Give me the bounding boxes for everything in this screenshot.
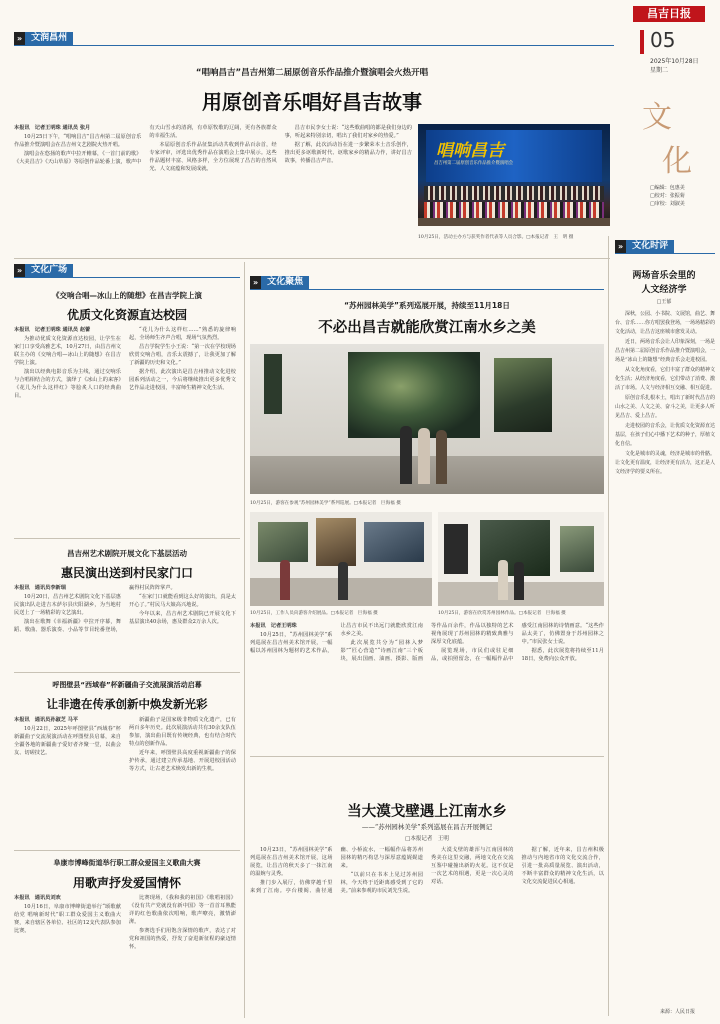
paragraph: 展览现场，市民们或驻足细品，或拍照留念，在一幅幅作品中感受江南园林的诗情画意。“这些作品太美了，仿佛置身于苏州园林之中。”市民张女士说。 xyxy=(431,623,604,662)
painting xyxy=(258,522,308,562)
section-label-commentary: » 文化时评 xyxy=(615,240,674,253)
paragraph: 深秋，公园、小书院、文展馆，曲艺、舞台、音乐……你方唱罢我登场，一场场精彩的文化活动，让昌吉这座城市愈发灵动。 xyxy=(615,311,715,335)
section-label-top: » 文润昌州 xyxy=(14,32,73,45)
paragraph: 昌吉学院学生小王说：“第一次在学校现场欣赏交响合唱，音乐太震撼了，让我更加了解了新疆的历史和文化。” xyxy=(129,344,236,366)
paragraph: 参赛选手们用饱含深情的歌声，表达了对党和祖国的热爱，抒发了奋进新征程的豪迈情怀。 xyxy=(129,928,236,950)
byline: 本报讯 通讯员刘欢 xyxy=(14,895,61,901)
paragraph: 走进校园的音乐会，让优质文化资源直达基层，在孩子们心中播下艺术的种子，厚植文化自信。 xyxy=(615,423,715,447)
editor-line: □编辑：包惠美 xyxy=(650,185,685,191)
chevron-right-icon: » xyxy=(250,276,261,289)
issue-date: 2025年10月28日 xyxy=(650,58,699,65)
paragraph: 本届原创音乐作品征集活动共收到作品百余首，经专家评审，评选出优秀作品在演唱会上集中展示。这些作品题材丰富、风格多样，全方位展现了昌吉的自然风光、人文底蕴和发展成就。 xyxy=(149,142,277,172)
commentary-title-line2: 人文经济学 xyxy=(641,285,687,295)
commentary-title-line1: 两场音乐会里的 xyxy=(632,271,696,281)
gallery-photo-left xyxy=(250,512,432,606)
chevron-right-icon: » xyxy=(615,240,626,253)
section-label-focus: » 文化聚焦 xyxy=(250,276,309,289)
exhibition-story-body xyxy=(250,622,604,750)
paragraph: 近年来，呼图壁县高度重视新疆曲子的保护传承，通过建立传承基地、开展进校园活动等方式，让古老艺术焕发出新的生机。 xyxy=(129,750,236,772)
visitor-figure xyxy=(436,430,447,484)
chevron-right-icon: » xyxy=(14,264,25,277)
paragraph: 文化是城市的灵魂，经济是城市的骨骼。让文化更有温度，让经济更有活力，这正是人文经济学的要义所在。 xyxy=(615,451,715,475)
stage-floor xyxy=(418,218,610,226)
exhibition-story-headline: 不必出昌吉就能欣赏江南水乡之美 xyxy=(318,320,536,336)
painting-left xyxy=(264,354,282,414)
performers-row-back xyxy=(424,186,604,200)
top-story-kicker: “唱响昌吉”昌吉州第二届原创音乐作品推介暨演唱会火热开唱 xyxy=(195,68,429,78)
masthead-logo: 昌吉日报 xyxy=(633,6,705,22)
song-story-body xyxy=(14,894,236,1018)
page-number-bar xyxy=(640,30,644,54)
commentary-byline: □王郁 xyxy=(656,299,672,305)
review-story-body xyxy=(250,846,604,1018)
paragraph: “以前只在书本上见过苏州园林，今天终于近距离感受到了它的美。”前来参观的市民刘先生说。 xyxy=(340,872,423,894)
paragraph: 原创音乐扎根本土，唱出了新时代昌吉的山水之美、人文之美、奋斗之美，让更多人听见昌吉、爱上昌吉。 xyxy=(615,395,715,419)
paragraph: 10月16日，阜康市博峰街道举行“颂歌献给党 唱响新时代”职工群众爱国主义歌曲大赛，来自辖区各单位、社区的12支代表队参加比赛。 xyxy=(14,904,121,934)
exhibition-story-kicker: “苏州园林美学”系列巡展开展，持续至11月18日 xyxy=(344,301,510,310)
side-big-char-wen: 文 xyxy=(642,100,672,135)
paragraph: 昌吉市民李女士说：“这些歌曲唱的都是我们身边的事，听起来特别亲切，唱出了我们对家乡的热爱。” xyxy=(284,125,412,139)
paragraph: 10月20日，昌吉州艺术剧院文化下基层惠民演出队走进吉木萨尔县庆阳湖乡，为当地村民送上了一场精彩的文艺演出。 xyxy=(14,594,121,616)
paragraph: “在家门口就能看到这么好的演出，真是太开心了。”村民马大娘高兴地说。 xyxy=(129,594,236,608)
paragraph: 10月22日，2025年呼图壁县“西域春”杯新疆曲子交流展演活动在呼图壁县启幕，来自全疆各地的新疆曲子爱好者齐聚一堂，以曲会友、切磋技艺。 xyxy=(14,726,121,756)
community-story-headline: 惠民演出送到村民家门口 xyxy=(60,566,193,580)
concert-photo xyxy=(418,124,610,226)
painting xyxy=(560,526,594,572)
top-story-headline: 用原创音乐唱好昌吉故事 xyxy=(202,90,422,114)
heritage-story-kicker: 呼图壁县“西域春”杯新疆曲子交流展演活动启幕 xyxy=(52,681,202,689)
banner-subtitle: 昌吉州第二届原创音乐作品推介暨演唱会 xyxy=(434,161,514,166)
painting xyxy=(316,518,356,566)
review-story-kicker: ——“苏州园林美学”系列巡展在昌吉开展侧记 xyxy=(361,823,493,831)
byline: 本报讯 记者王明珠 通讯员 赵蕾 xyxy=(14,327,91,333)
paragraph: 据介绍，此次演出是昌吉州推动文化进校园系列活动之一，今后将继续推出更多优秀文艺作品走进校园，丰富师生精神文化生活。 xyxy=(129,369,236,391)
byline: 本报讯 通讯员孙淑芝 马平 xyxy=(14,717,79,723)
paragraph: 10月25日下午，“唱响昌吉”昌吉州第二届原创音乐作品推介暨演唱会在昌吉州文艺剧院火热开唱。 xyxy=(14,134,142,148)
paragraph: 据悉，此次展览将持续至11月18日，免费向公众开放。 xyxy=(521,648,604,662)
editor-line: □校对：张振菊 xyxy=(650,193,685,199)
byline: 本报讯 通讯员李新瑞 xyxy=(14,585,66,591)
visitor-figure xyxy=(514,562,524,600)
campus-story-body xyxy=(14,326,236,532)
paragraph: 为推动优质文化资源直达校园，让学生在家门口享受高雅艺术，10月27日，由昌吉州文联主办的《交响合唱—冰山上的随想》在昌吉学院上演。 xyxy=(14,336,121,366)
paragraph: 演出以经典电影音乐为主线，通过交响乐与合唱相结合的方式，演绎了《冰山上的来客》《花儿为什么这样红》等脍炙人口的经典曲目。 xyxy=(14,369,121,399)
paragraph: 从文化角度看，它们丰富了群众的精神文化生活；从经济角度看，它们带动了消费、激活了市场。人文与经济相互交融、相互促进。 xyxy=(615,367,715,391)
top-story-body xyxy=(14,124,412,252)
byline: 本报讯 记者王明珠 xyxy=(250,623,297,629)
painting-right xyxy=(494,358,552,432)
paragraph: 据了解，近年来，昌吉州积极推动与内地省市的文化交流合作，引进一批高质量展览、演出活动，不断丰富群众的精神文化生活，以文化交流促进民心相通。 xyxy=(521,847,604,885)
campus-story-headline: 优质文化资源直达校园 xyxy=(66,308,187,322)
heritage-story-headline: 让非遗在传承创新中焕发新光彩 xyxy=(46,697,208,711)
painting xyxy=(364,522,424,562)
visitor-figure xyxy=(338,562,348,600)
concert-photo-caption: 10月25日，活动主办方与获奖作者代表等人员合影。□本报记者 王 明 摄 xyxy=(418,235,574,240)
visitor-figure xyxy=(280,560,290,600)
community-story-kicker: 昌吉州艺术剧院开展文化下基层活动 xyxy=(67,549,187,558)
commentary-source: 来源：人民日报 xyxy=(660,1009,696,1015)
song-story-headline: 用歌声抒发爱国情怀 xyxy=(72,876,181,890)
paragraph: 新疆曲子是国家级非物质文化遗产，已有两百多年历史。此次展演活动共有30余支队伍参加，演出曲目既有传统经典，也有结合时代特点的创新作品。 xyxy=(129,717,236,747)
painting xyxy=(444,524,468,574)
editor-credits xyxy=(650,184,685,208)
performers-row-front xyxy=(424,202,604,218)
paragraph: 比赛现场，《我和我的祖国》《歌唱祖国》《没有共产党就没有新中国》等一首首耳熟能详的红色歌曲依次唱响，歌声嘹亮，激情澎湃。 xyxy=(129,895,236,925)
chevron-right-icon: » xyxy=(14,32,25,45)
gallery-photo-caption-1: 10月25日，游客在参观“苏州园林美学”系列巡展。□本报记者 巨海福 摄 xyxy=(250,501,401,506)
paragraph: 演唱会在悠扬的歌声中拉开帷幕，《一首门前的歌》《大美昌吉》《天山草原》等原创作品轮番上演，歌声中有天山雪水的清冽，有草原牧歌的辽阔，更有各族群众的幸福生活。 xyxy=(14,125,277,165)
heritage-story-body xyxy=(14,716,236,808)
paragraph: 推门步入展厅，仿佛穿越千里来到了江南。亭台楼阁、曲径通幽、小桥流水，一幅幅作品将苏州园林的精巧构思与深厚意蕴娓娓道来。 xyxy=(250,847,423,894)
issue-weekday: 星期二 xyxy=(650,67,669,74)
paragraph: 10月23日，“苏州园林美学”系列巡展在昌吉州美术馆开展，这场展览，让昌吉的秋天多了一抹江南的温婉与灵秀。 xyxy=(250,847,333,877)
visitor-figure xyxy=(498,560,508,600)
review-story-byline: □本报记者 王明 xyxy=(405,836,449,842)
banner-title: 唱响昌吉 xyxy=(436,141,504,161)
paragraph: “花儿为什么这样红……”熟悉的旋律响起，全场师生齐声合唱，现场气氛热烈。 xyxy=(129,327,236,341)
gallery-photo-caption-2: 10月25日，工作人员向游客介绍展品。□本报记者 巨海福 摄 xyxy=(250,611,378,616)
paragraph: 据了解，此次活动旨在进一步繁荣本土音乐创作，推出更多讴歌新时代、讴歌家乡的精品力作，讲好昌吉故事，传播昌吉声音。 xyxy=(284,142,412,164)
community-story-body xyxy=(14,584,236,666)
painting-large xyxy=(348,352,480,438)
paragraph: 演出在歌舞《幸福新疆》中拉开序幕，舞蹈、歌曲、器乐演奏、小品等节目轮番登场，赢得村民阵阵掌声。 xyxy=(14,585,176,633)
paragraph: 10月25日，“苏州园林美学”系列巡展在昌吉州美术馆开展，一幅幅以苏州园林为题材的艺术作品，让昌吉市民不出远门就能欣赏江南水乡之美。 xyxy=(250,623,423,654)
visitor-figure xyxy=(400,426,412,484)
editor-line: □审校：刘淑美 xyxy=(650,201,685,207)
paragraph: 近日，两场音乐会让人印象深刻，一场是昌吉州第二届原创音乐作品推介暨演唱会，一场是“冰山上的随想”经典音乐会走进校园。 xyxy=(615,339,715,363)
byline: 本报讯 记者王明珠 通讯员 张月 xyxy=(14,125,91,131)
song-story-kicker: 阜康市博峰街道举行职工群众爱国主义歌曲大赛 xyxy=(53,859,201,867)
side-big-char-hua: 化 xyxy=(662,144,692,179)
review-story-headline: 当大漠戈壁遇上江南水乡 xyxy=(347,804,507,820)
paragraph: 大漠戈壁的雄浑与江南园林的秀美在这里交融，两地文化在交流互鉴中碰撞出新的火花。这不仅是一次艺术的相遇，更是一次心灵的对话。 xyxy=(431,847,514,885)
gallery-photo-caption-3: 10月25日，游客在欣赏苏州园林作品。□本报记者 巨海福 摄 xyxy=(438,611,566,616)
paragraph: 此次展览共分为“园林入梦影”“匠心营造”“诗画江南”三个板块，展出国画、油画、摄影、版画等作品百余件，作品以独特的艺术视角展现了苏州园林的精致典雅与深厚文化底蕴。 xyxy=(340,623,514,662)
campus-story-kicker: 《交响合唱—冰山上的随想》在昌吉学院上演 xyxy=(52,291,202,300)
gallery-main-photo xyxy=(250,344,604,494)
visitor-figure xyxy=(418,428,430,484)
page-number: 05 xyxy=(650,28,676,52)
commentary-body xyxy=(615,310,715,1000)
section-label-culture-square: » 文化广场 xyxy=(14,264,73,277)
gallery-photo-right xyxy=(438,512,604,606)
paragraph: 今年以来，昌吉州艺术剧院已开展文化下基层演出40余场，惠及群众2万余人次。 xyxy=(129,611,236,625)
